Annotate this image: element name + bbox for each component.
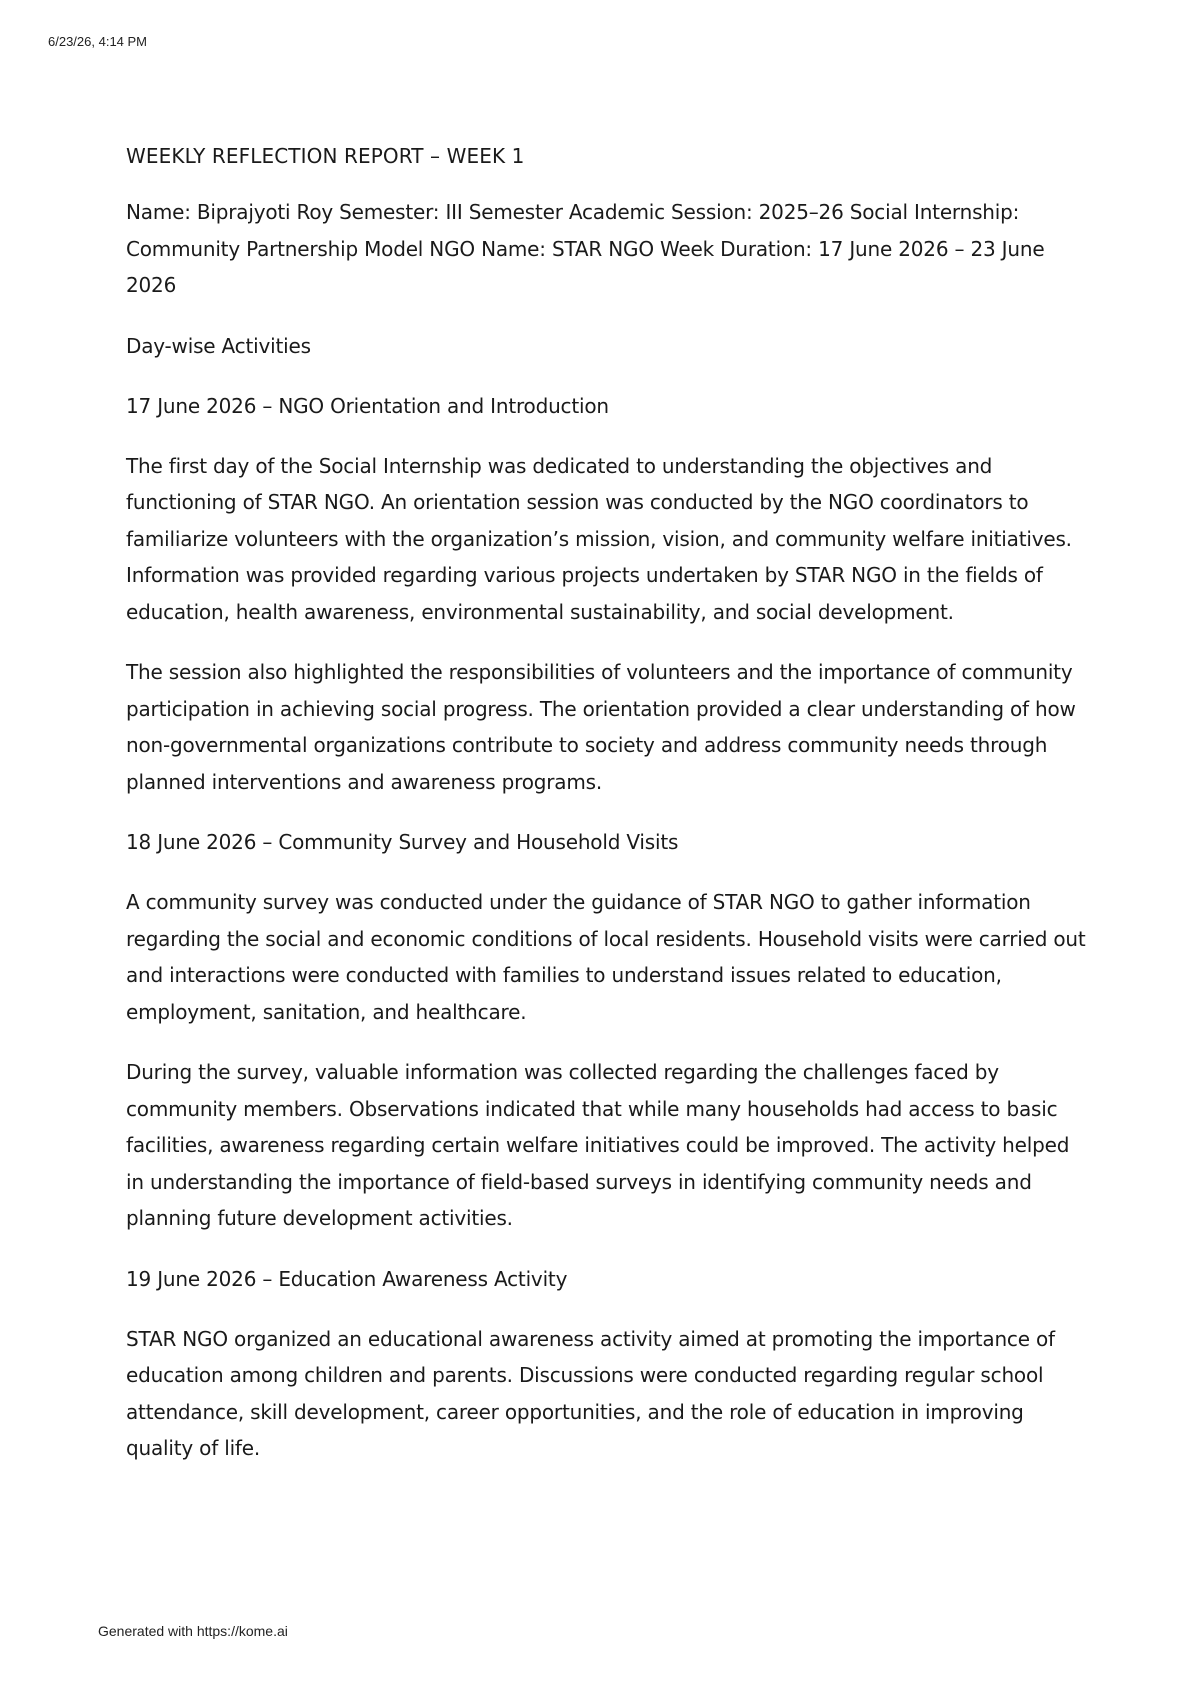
report-title: WEEKLY REFLECTION REPORT – WEEK 1 [126, 144, 525, 168]
day2-section [126, 824, 1086, 1237]
day2-heading: 18 June 2026 – Community Survey and Household Visits [126, 830, 679, 854]
generated-with-footer: Generated with https://kome.ai [98, 1623, 288, 1639]
day1-section [126, 388, 1086, 801]
report-intro: Name: Biprajyoti Roy Semester: III Semester Academic Session: 2025–26 Social Internship: Community Partnership Model NGO Name: STAR NGO Week Duration: 17 June 2026 – 23 June 2026 [126, 200, 1045, 297]
day3-section [126, 1261, 1086, 1467]
day1-paragraph-1: The first day of the Social Internship was dedicated to understanding the objectives and functioning of STAR NGO. An orientation session was conducted by the NGO coordinators to familiarize volunteers with the organization’s mission, vision, and community welfare initiatives. Information was provided regarding various projects undertaken by STAR NGO in the fields of education, health awareness, environmental sustainability, and social development. [126, 453, 1072, 624]
daywise-heading: Day-wise Activities [126, 333, 311, 358]
day3-heading: 19 June 2026 – Education Awareness Activity [126, 1266, 568, 1291]
day2-paragraph-2: During the survey, valuable information was collected regarding the challenges faced by community members. Observations indicated that while many households had access to basic facilities, awareness regarding certain welfare initiatives could be improved. The activity helped in understanding the importance of field-based surveys in identifying community needs and planning future development activities. [126, 1060, 1070, 1230]
day1-heading: 17 June 2026 – NGO Orientation and Introduction [126, 393, 609, 418]
day1-paragraph-2: The session also highlighted the responsibilities of volunteers and the importance of community participation in achieving social progress. The orientation provided a clear understanding of how non-governmental organizations contribute to society and address community needs through planned interventions and awareness programs. [126, 660, 1076, 794]
print-timestamp: 6/23/26, 4:14 PM [48, 34, 148, 49]
report-body [126, 138, 1086, 1491]
day2-paragraph-1: A community survey was conducted under the guidance of STAR NGO to gather information regarding the social and economic conditions of local residents. Household visits were carried out and interactions were conducted with families to understand issues related to education, employment, sanitation, and healthcare. [126, 890, 1086, 1024]
day3-paragraph-1: STAR NGO organized an educational awareness activity aimed at promoting the importance of education among children and parents. Discussions were conducted regarding regular school attendance, skill development, career opportunities, and the role of education in improving quality of life. [126, 1326, 1055, 1460]
